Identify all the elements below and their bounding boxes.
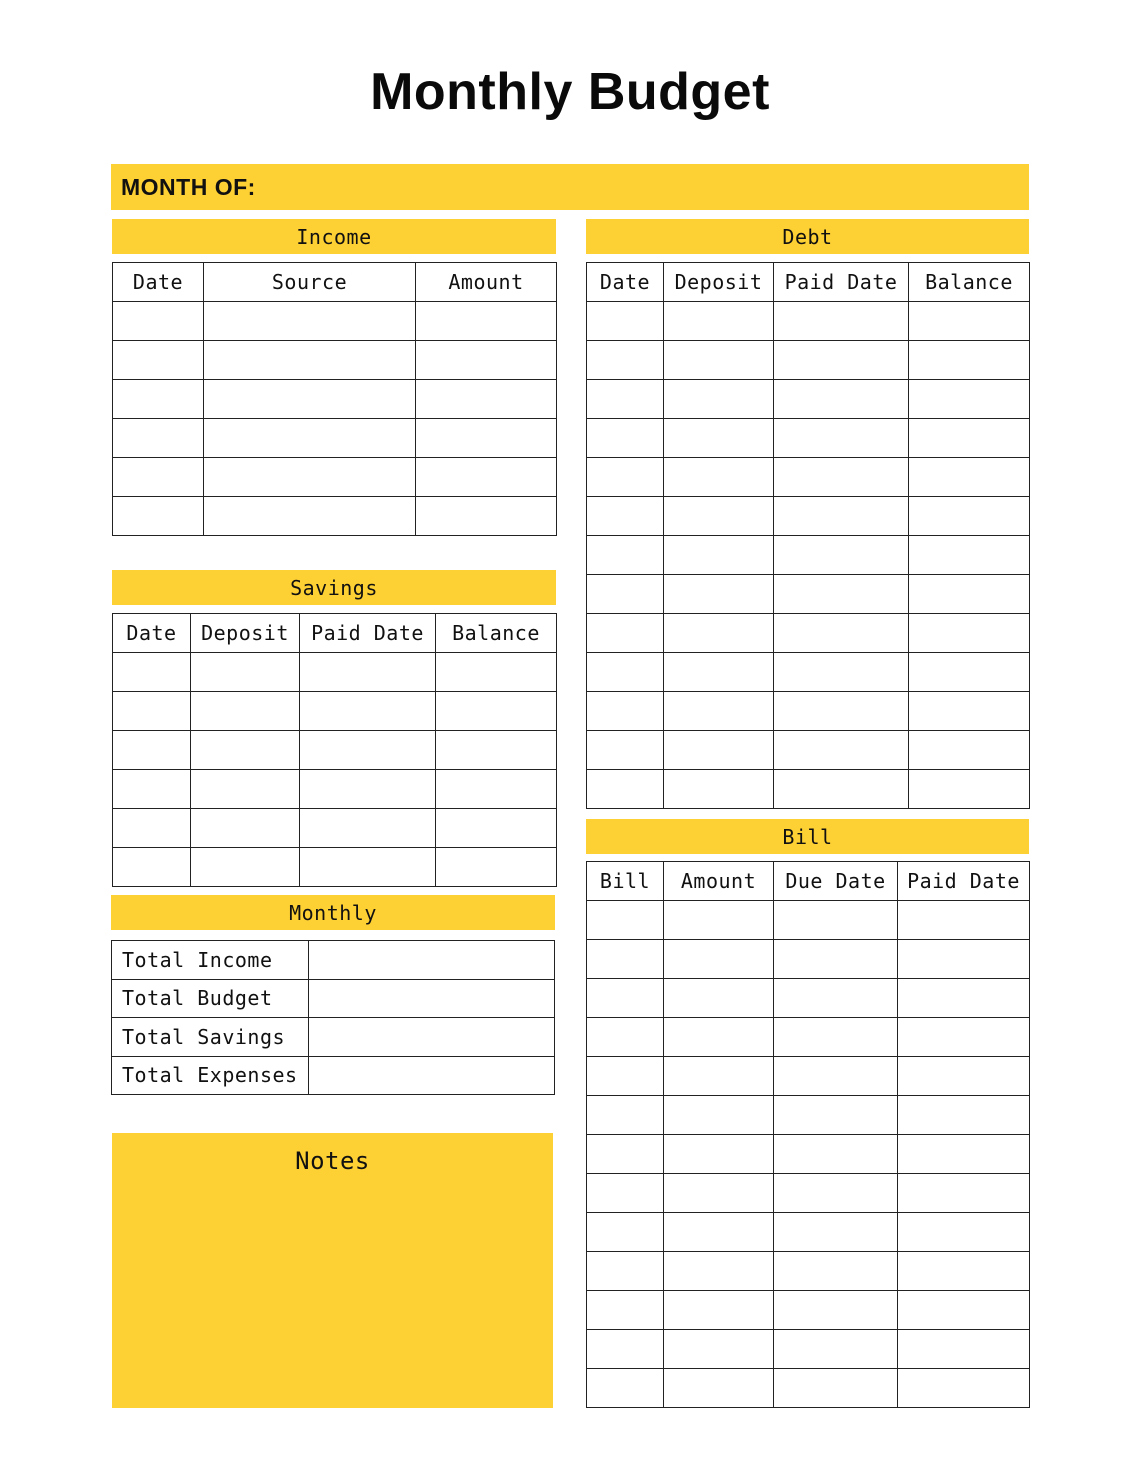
debt-cell[interactable] [909, 536, 1030, 575]
savings-cell[interactable] [300, 809, 436, 848]
totals-label: Total Income [112, 941, 309, 980]
income-cell[interactable] [204, 380, 416, 419]
savings-column-header: Date [113, 614, 191, 653]
debt-cell[interactable] [774, 341, 909, 380]
table-row [587, 901, 1030, 940]
bill-cell[interactable] [664, 901, 774, 940]
income-cell[interactable] [204, 302, 416, 341]
income-cell[interactable] [113, 302, 204, 341]
table-row [587, 1174, 1030, 1213]
bill-cell[interactable] [774, 1369, 898, 1408]
debt-cell[interactable] [909, 341, 1030, 380]
debt-cell[interactable] [664, 497, 774, 536]
bill-cell[interactable] [664, 1252, 774, 1291]
bill-column-header: Due Date [774, 862, 898, 901]
totals-row [112, 1056, 555, 1095]
table-row [587, 302, 1030, 341]
debt-cell[interactable] [664, 731, 774, 770]
bill-cell[interactable] [664, 979, 774, 1018]
debt-cell[interactable] [587, 302, 664, 341]
table-row [113, 302, 557, 341]
savings-cell[interactable] [300, 692, 436, 731]
income-cell[interactable] [416, 341, 557, 380]
table-row [587, 1018, 1030, 1057]
debt-cell[interactable] [664, 653, 774, 692]
debt-cell[interactable] [774, 458, 909, 497]
income-cell[interactable] [113, 419, 204, 458]
debt-cell[interactable] [909, 302, 1030, 341]
savings-cell[interactable] [113, 692, 191, 731]
notes-box[interactable] [112, 1133, 553, 1408]
bill-cell[interactable] [774, 940, 898, 979]
savings-header-row [113, 614, 557, 653]
table-row [587, 1369, 1030, 1408]
table-row [587, 692, 1030, 731]
monthly-totals-table [111, 940, 555, 1095]
bill-cell[interactable] [587, 1096, 664, 1135]
table-row [587, 536, 1030, 575]
savings-cell[interactable] [300, 770, 436, 809]
bill-header-row [587, 862, 1030, 901]
bill-heading: Bill [586, 819, 1029, 854]
bill-cell[interactable] [587, 1018, 664, 1057]
bill-cell[interactable] [664, 1174, 774, 1213]
income-cell[interactable] [416, 419, 557, 458]
table-row [113, 809, 557, 848]
debt-cell[interactable] [909, 458, 1030, 497]
bill-cell[interactable] [587, 1330, 664, 1369]
debt-cell[interactable] [909, 770, 1030, 809]
bill-cell[interactable] [898, 1369, 1030, 1408]
debt-cell[interactable] [664, 419, 774, 458]
debt-cell[interactable] [774, 770, 909, 809]
debt-cell[interactable] [587, 497, 664, 536]
table-row [587, 1057, 1030, 1096]
bill-cell[interactable] [898, 1330, 1030, 1369]
debt-cell[interactable] [909, 653, 1030, 692]
debt-column-header: Deposit [664, 263, 774, 302]
debt-heading: Debt [586, 219, 1029, 254]
debt-cell[interactable] [909, 497, 1030, 536]
debt-cell[interactable] [909, 380, 1030, 419]
savings-heading: Savings [112, 570, 556, 605]
table-row [587, 614, 1030, 653]
bill-cell[interactable] [587, 940, 664, 979]
savings-cell[interactable] [191, 848, 300, 887]
bill-cell[interactable] [774, 1174, 898, 1213]
totals-row [112, 941, 555, 980]
income-cell[interactable] [416, 302, 557, 341]
debt-cell[interactable] [664, 770, 774, 809]
table-row [113, 692, 557, 731]
table-row [587, 653, 1030, 692]
table-row [587, 1330, 1030, 1369]
income-cell[interactable] [204, 419, 416, 458]
debt-cell[interactable] [774, 380, 909, 419]
debt-table [586, 262, 1030, 809]
savings-cell[interactable] [191, 809, 300, 848]
debt-cell[interactable] [587, 653, 664, 692]
debt-cell[interactable] [664, 536, 774, 575]
debt-column-header: Balance [909, 263, 1030, 302]
bill-cell[interactable] [774, 901, 898, 940]
bill-cell[interactable] [664, 1369, 774, 1408]
savings-cell[interactable] [113, 653, 191, 692]
table-row [587, 1213, 1030, 1252]
table-row [113, 458, 557, 497]
income-column-header: Source [204, 263, 416, 302]
bill-cell[interactable] [898, 1018, 1030, 1057]
bill-cell[interactable] [774, 1135, 898, 1174]
bill-cell[interactable] [587, 1135, 664, 1174]
debt-cell[interactable] [587, 731, 664, 770]
table-row [113, 848, 557, 887]
table-row [587, 497, 1030, 536]
debt-cell[interactable] [909, 419, 1030, 458]
savings-cell[interactable] [436, 809, 557, 848]
bill-cell[interactable] [898, 1252, 1030, 1291]
debt-cell[interactable] [664, 302, 774, 341]
bill-cell[interactable] [664, 1096, 774, 1135]
savings-cell[interactable] [191, 692, 300, 731]
bill-cell[interactable] [664, 1330, 774, 1369]
totals-label: Total Expenses [112, 1056, 309, 1095]
income-cell[interactable] [204, 341, 416, 380]
bill-cell[interactable] [898, 940, 1030, 979]
table-row [587, 380, 1030, 419]
debt-cell[interactable] [774, 614, 909, 653]
income-cell[interactable] [416, 380, 557, 419]
savings-cell[interactable] [436, 848, 557, 887]
bill-cell[interactable] [587, 1174, 664, 1213]
table-row [587, 1135, 1030, 1174]
bill-cell[interactable] [587, 1369, 664, 1408]
savings-cell[interactable] [300, 731, 436, 770]
bill-cell[interactable] [774, 1252, 898, 1291]
bill-cell[interactable] [774, 1330, 898, 1369]
totals-value[interactable] [309, 979, 555, 1018]
debt-cell[interactable] [664, 380, 774, 419]
bill-column-header: Bill [587, 862, 664, 901]
debt-cell[interactable] [587, 692, 664, 731]
table-row [587, 770, 1030, 809]
bill-cell[interactable] [898, 901, 1030, 940]
income-header-row [113, 263, 557, 302]
debt-cell[interactable] [774, 653, 909, 692]
debt-cell[interactable] [774, 419, 909, 458]
savings-column-header: Deposit [191, 614, 300, 653]
totals-value[interactable] [309, 1056, 555, 1095]
bill-cell[interactable] [774, 1018, 898, 1057]
savings-cell[interactable] [191, 770, 300, 809]
savings-cell[interactable] [436, 770, 557, 809]
income-heading: Income [112, 219, 556, 254]
income-cell[interactable] [113, 458, 204, 497]
debt-cell[interactable] [774, 536, 909, 575]
bill-table [586, 861, 1030, 1408]
debt-cell[interactable] [909, 614, 1030, 653]
debt-cell[interactable] [774, 575, 909, 614]
totals-value[interactable] [309, 1018, 555, 1057]
income-column-header: Date [113, 263, 204, 302]
bill-cell[interactable] [664, 940, 774, 979]
monthly-heading: Monthly [111, 895, 555, 930]
debt-cell[interactable] [664, 341, 774, 380]
bill-cell[interactable] [774, 1057, 898, 1096]
table-row [113, 419, 557, 458]
totals-row [112, 1018, 555, 1057]
bill-cell[interactable] [587, 1252, 664, 1291]
savings-cell[interactable] [436, 653, 557, 692]
debt-cell[interactable] [664, 458, 774, 497]
totals-label: Total Budget [112, 979, 309, 1018]
debt-cell[interactable] [587, 614, 664, 653]
bill-cell[interactable] [898, 1213, 1030, 1252]
table-row [587, 575, 1030, 614]
table-row [113, 731, 557, 770]
debt-cell[interactable] [664, 575, 774, 614]
income-cell[interactable] [113, 341, 204, 380]
table-row [587, 458, 1030, 497]
table-row [587, 1096, 1030, 1135]
debt-cell[interactable] [774, 731, 909, 770]
totals-row [112, 979, 555, 1018]
table-row [587, 1252, 1030, 1291]
bill-cell[interactable] [898, 1135, 1030, 1174]
debt-cell[interactable] [587, 536, 664, 575]
bill-cell[interactable] [664, 1291, 774, 1330]
income-cell[interactable] [204, 497, 416, 536]
table-row [587, 940, 1030, 979]
debt-cell[interactable] [587, 341, 664, 380]
income-cell[interactable] [113, 497, 204, 536]
bill-cell[interactable] [898, 1057, 1030, 1096]
debt-cell[interactable] [909, 731, 1030, 770]
bill-cell[interactable] [587, 1291, 664, 1330]
table-row [587, 979, 1030, 1018]
savings-cell[interactable] [436, 692, 557, 731]
bill-cell[interactable] [774, 979, 898, 1018]
bill-cell[interactable] [664, 1213, 774, 1252]
table-row [113, 770, 557, 809]
bill-cell[interactable] [664, 1057, 774, 1096]
bill-cell[interactable] [898, 1096, 1030, 1135]
savings-column-header: Balance [436, 614, 557, 653]
bill-cell[interactable] [587, 1057, 664, 1096]
savings-cell[interactable] [300, 848, 436, 887]
bill-cell[interactable] [898, 1291, 1030, 1330]
savings-cell[interactable] [113, 809, 191, 848]
savings-table [112, 613, 557, 887]
income-cell[interactable] [204, 458, 416, 497]
bill-cell[interactable] [898, 979, 1030, 1018]
income-table [112, 262, 557, 536]
bill-column-header: Amount [664, 862, 774, 901]
savings-cell[interactable] [191, 653, 300, 692]
debt-cell[interactable] [664, 692, 774, 731]
debt-cell[interactable] [909, 692, 1030, 731]
debt-cell[interactable] [774, 692, 909, 731]
debt-cell[interactable] [587, 575, 664, 614]
debt-cell[interactable] [587, 419, 664, 458]
bill-cell[interactable] [774, 1096, 898, 1135]
debt-cell[interactable] [587, 770, 664, 809]
bill-cell[interactable] [664, 1018, 774, 1057]
debt-cell[interactable] [664, 614, 774, 653]
page-title: Monthly Budget [370, 63, 770, 121]
bill-cell[interactable] [587, 1213, 664, 1252]
savings-cell[interactable] [113, 770, 191, 809]
savings-cell[interactable] [436, 731, 557, 770]
savings-cell[interactable] [113, 848, 191, 887]
totals-label: Total Savings [112, 1018, 309, 1057]
bill-cell[interactable] [587, 979, 664, 1018]
totals-value[interactable] [309, 941, 555, 980]
debt-cell[interactable] [774, 302, 909, 341]
month-of-field[interactable]: MONTH OF: [111, 164, 1029, 210]
table-row [587, 419, 1030, 458]
bill-cell[interactable] [774, 1291, 898, 1330]
table-row [587, 341, 1030, 380]
debt-cell[interactable] [587, 458, 664, 497]
income-column-header: Amount [416, 263, 557, 302]
debt-header-row [587, 263, 1030, 302]
bill-column-header: Paid Date [898, 862, 1030, 901]
table-row [113, 497, 557, 536]
bill-cell[interactable] [587, 901, 664, 940]
table-row [113, 380, 557, 419]
table-row [587, 731, 1030, 770]
notes-heading: Notes [295, 1147, 370, 1175]
savings-cell[interactable] [300, 653, 436, 692]
savings-cell[interactable] [191, 731, 300, 770]
table-row [587, 1291, 1030, 1330]
debt-column-header: Date [587, 263, 664, 302]
table-row [113, 341, 557, 380]
income-cell[interactable] [416, 497, 557, 536]
income-cell[interactable] [416, 458, 557, 497]
savings-cell[interactable] [113, 731, 191, 770]
bill-cell[interactable] [898, 1174, 1030, 1213]
debt-cell[interactable] [909, 575, 1030, 614]
bill-cell[interactable] [774, 1213, 898, 1252]
debt-column-header: Paid Date [774, 263, 909, 302]
debt-cell[interactable] [774, 497, 909, 536]
income-cell[interactable] [113, 380, 204, 419]
savings-column-header: Paid Date [300, 614, 436, 653]
table-row [113, 653, 557, 692]
debt-cell[interactable] [587, 380, 664, 419]
bill-cell[interactable] [664, 1135, 774, 1174]
